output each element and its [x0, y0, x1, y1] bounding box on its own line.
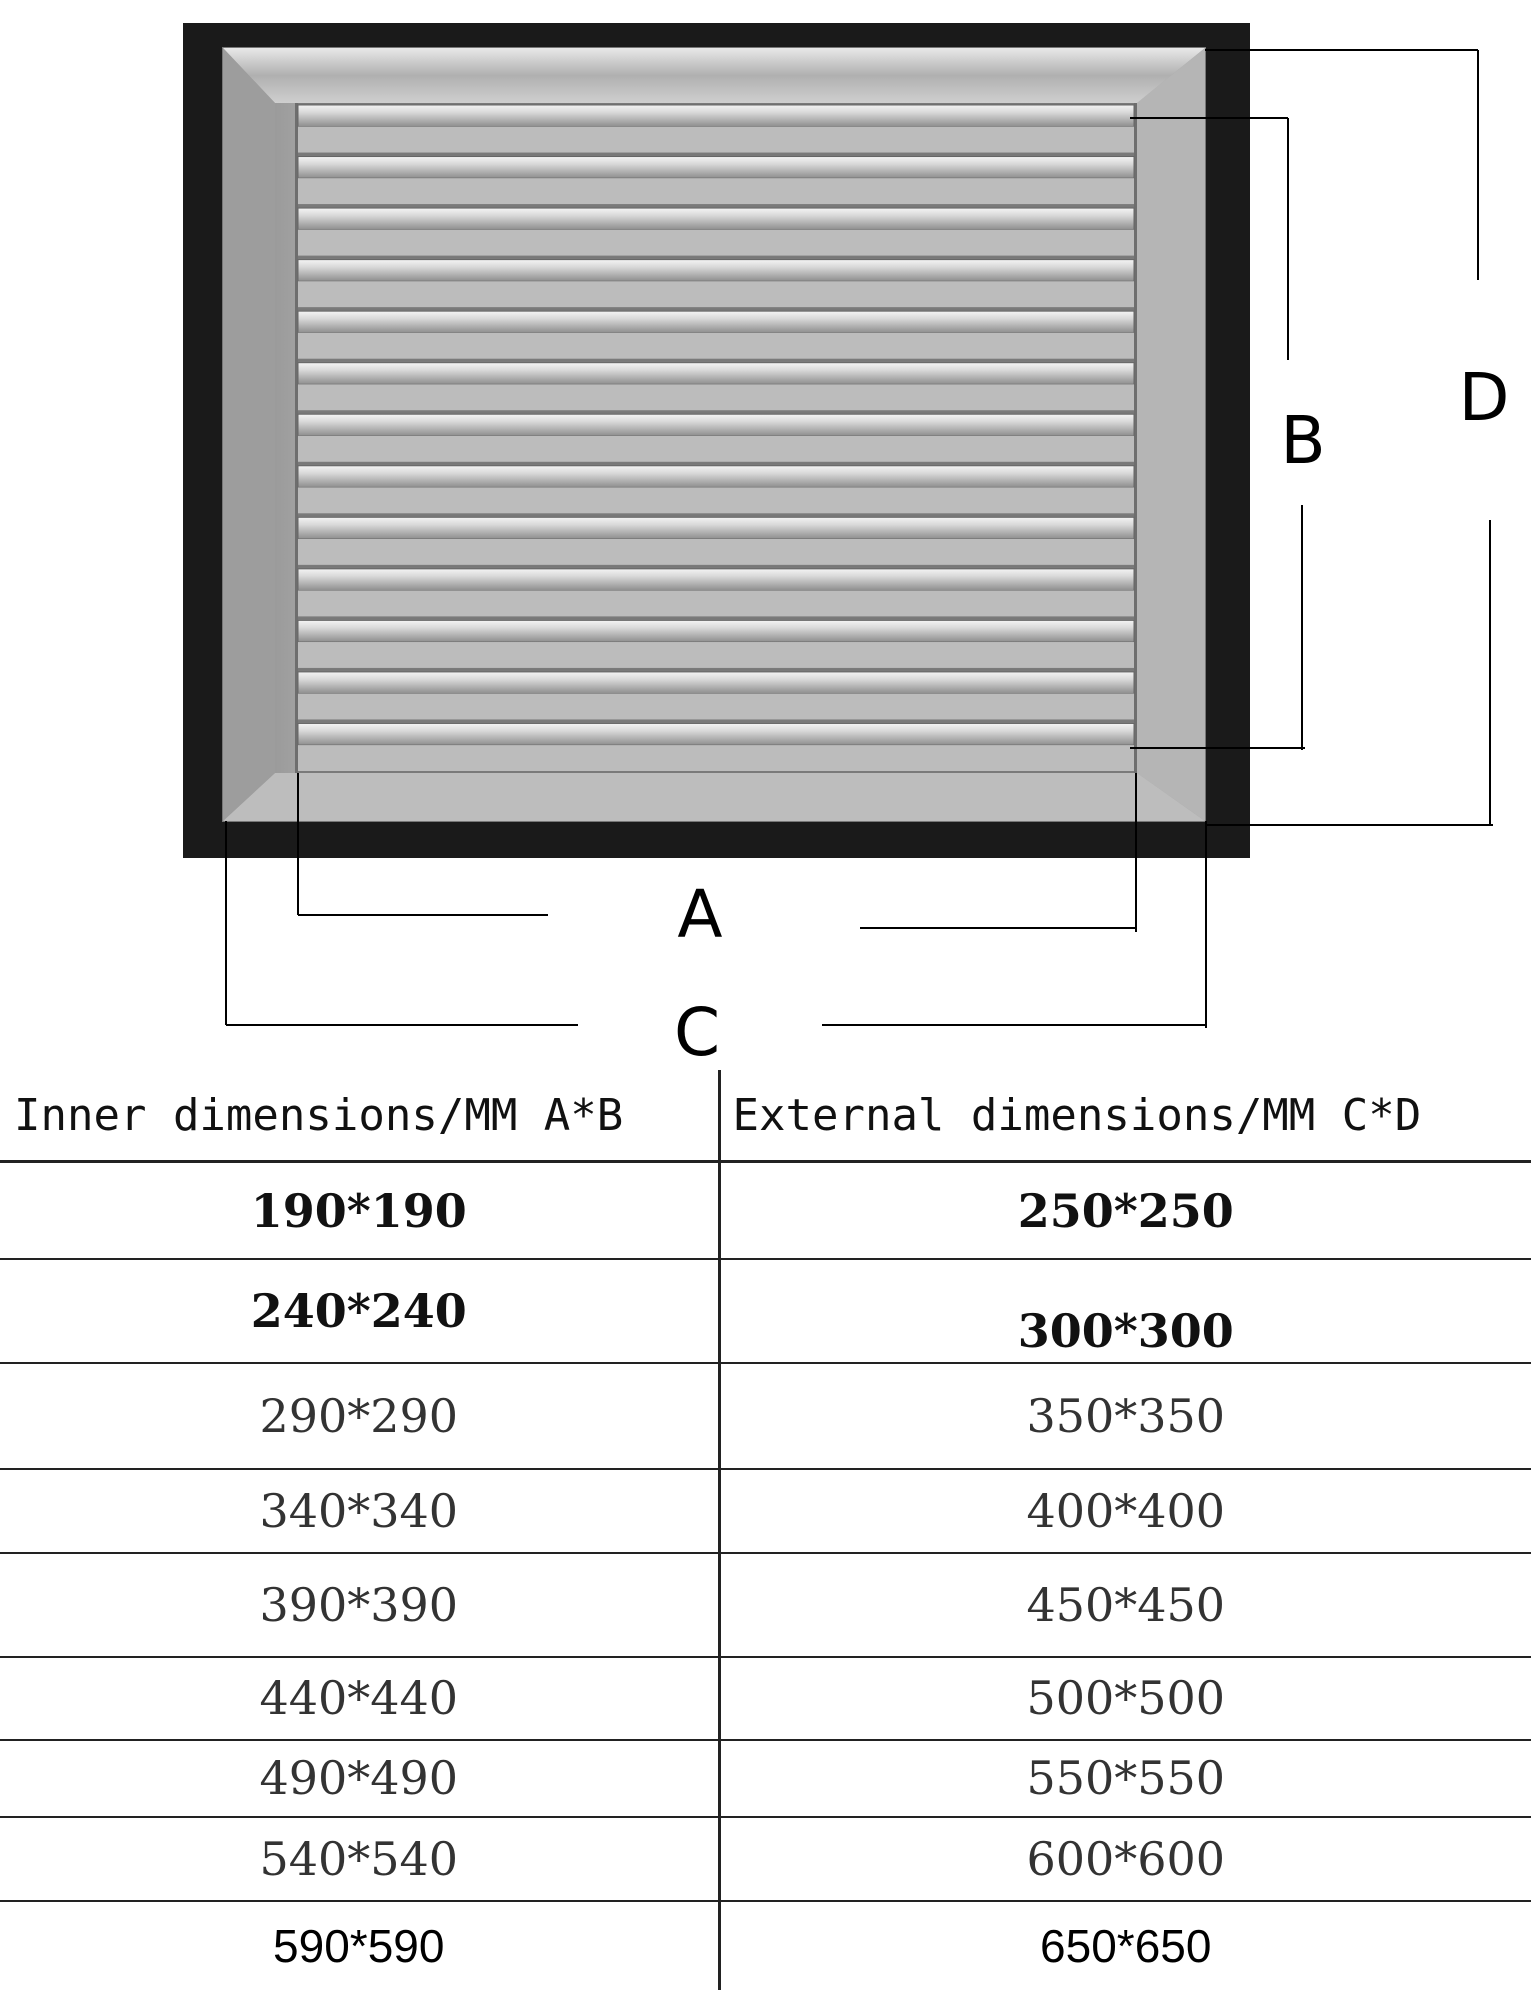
louver-slat-face: [298, 642, 1134, 668]
louver-slat-face: [298, 539, 1134, 565]
louver-slat-face: [298, 745, 1134, 771]
size-table: [0, 1070, 1531, 1990]
external-size-cell: 650*650: [719, 1901, 1531, 1990]
louver-slat-face: [298, 281, 1134, 307]
external-size-cell: 400*400: [719, 1469, 1531, 1552]
inner-size-cell: 290*290: [0, 1363, 719, 1470]
frame-bevel-left: [223, 48, 275, 821]
external-size-cell: 550*550: [719, 1740, 1531, 1817]
dimension-label-d: D: [1458, 359, 1510, 436]
louver-slat: [298, 466, 1134, 488]
external-size-cell: 250*250: [719, 1162, 1531, 1260]
inner-size-cell: 490*490: [0, 1740, 719, 1817]
table-row: [0, 1553, 1531, 1658]
table-row: [0, 1259, 1531, 1363]
table-header-row: [0, 1070, 1531, 1162]
louver-slat-face: [298, 694, 1134, 720]
table-row: [0, 1657, 1531, 1739]
dimension-label-a: A: [677, 876, 723, 953]
louver-slat-face: [298, 436, 1134, 462]
inner-size-cell: 340*340: [0, 1469, 719, 1552]
louver-slat-face: [298, 230, 1134, 256]
dimension-label-c: C: [673, 994, 721, 1070]
header-external-dimensions: External dimensions/MM C*D: [719, 1070, 1531, 1162]
louver-slat: [298, 517, 1134, 539]
inner-size-cell: 390*390: [0, 1553, 719, 1658]
frame-bevel-top: [223, 48, 1205, 103]
louver-slat: [298, 569, 1134, 591]
table-row: [0, 1162, 1531, 1260]
inner-size-cell: 240*240: [0, 1259, 719, 1363]
external-size-cell: 600*600: [719, 1817, 1531, 1901]
frame-bevel-bottom: [223, 773, 1205, 821]
louver-slat-face: [298, 127, 1134, 153]
external-size-cell: 450*450: [719, 1553, 1531, 1658]
frame-bevel-right: [1137, 48, 1205, 821]
louver-slat-face: [298, 178, 1134, 204]
table-row: [0, 1817, 1531, 1901]
louver-slat: [298, 260, 1134, 282]
louver-slat-face: [298, 384, 1134, 410]
inner-size-cell: 440*440: [0, 1657, 719, 1739]
external-size-cell: 350*350: [719, 1363, 1531, 1470]
inner-size-cell: 190*190: [0, 1162, 719, 1260]
louver-slat: [298, 208, 1134, 230]
inner-size-cell: 590*590: [273, 1920, 445, 1973]
louver-slat: [298, 363, 1134, 385]
louver-slat-face: [298, 333, 1134, 359]
louver-slat: [298, 672, 1134, 694]
table-row: [0, 1363, 1531, 1470]
louver-slat: [298, 311, 1134, 333]
table-row: [0, 1469, 1531, 1552]
header-inner-dimensions: Inner dimensions/MM A*B: [0, 1070, 719, 1162]
dimension-label-b: B: [1280, 402, 1326, 479]
inner-size-cell: 540*540: [0, 1817, 719, 1901]
table-row: [0, 1901, 1531, 1990]
louver-slat: [298, 620, 1134, 642]
louver-slat: [298, 157, 1134, 179]
louver-slat-face: [298, 487, 1134, 513]
louver-slat: [298, 414, 1134, 436]
external-size-cell: 300*300: [719, 1259, 1531, 1363]
louver-slat: [298, 723, 1134, 745]
louver-slat-face: [298, 590, 1134, 616]
table-row: [0, 1740, 1531, 1817]
external-size-cell: 500*500: [719, 1657, 1531, 1739]
louver-slat: [298, 105, 1134, 127]
louver-slats: [298, 103, 1134, 773]
